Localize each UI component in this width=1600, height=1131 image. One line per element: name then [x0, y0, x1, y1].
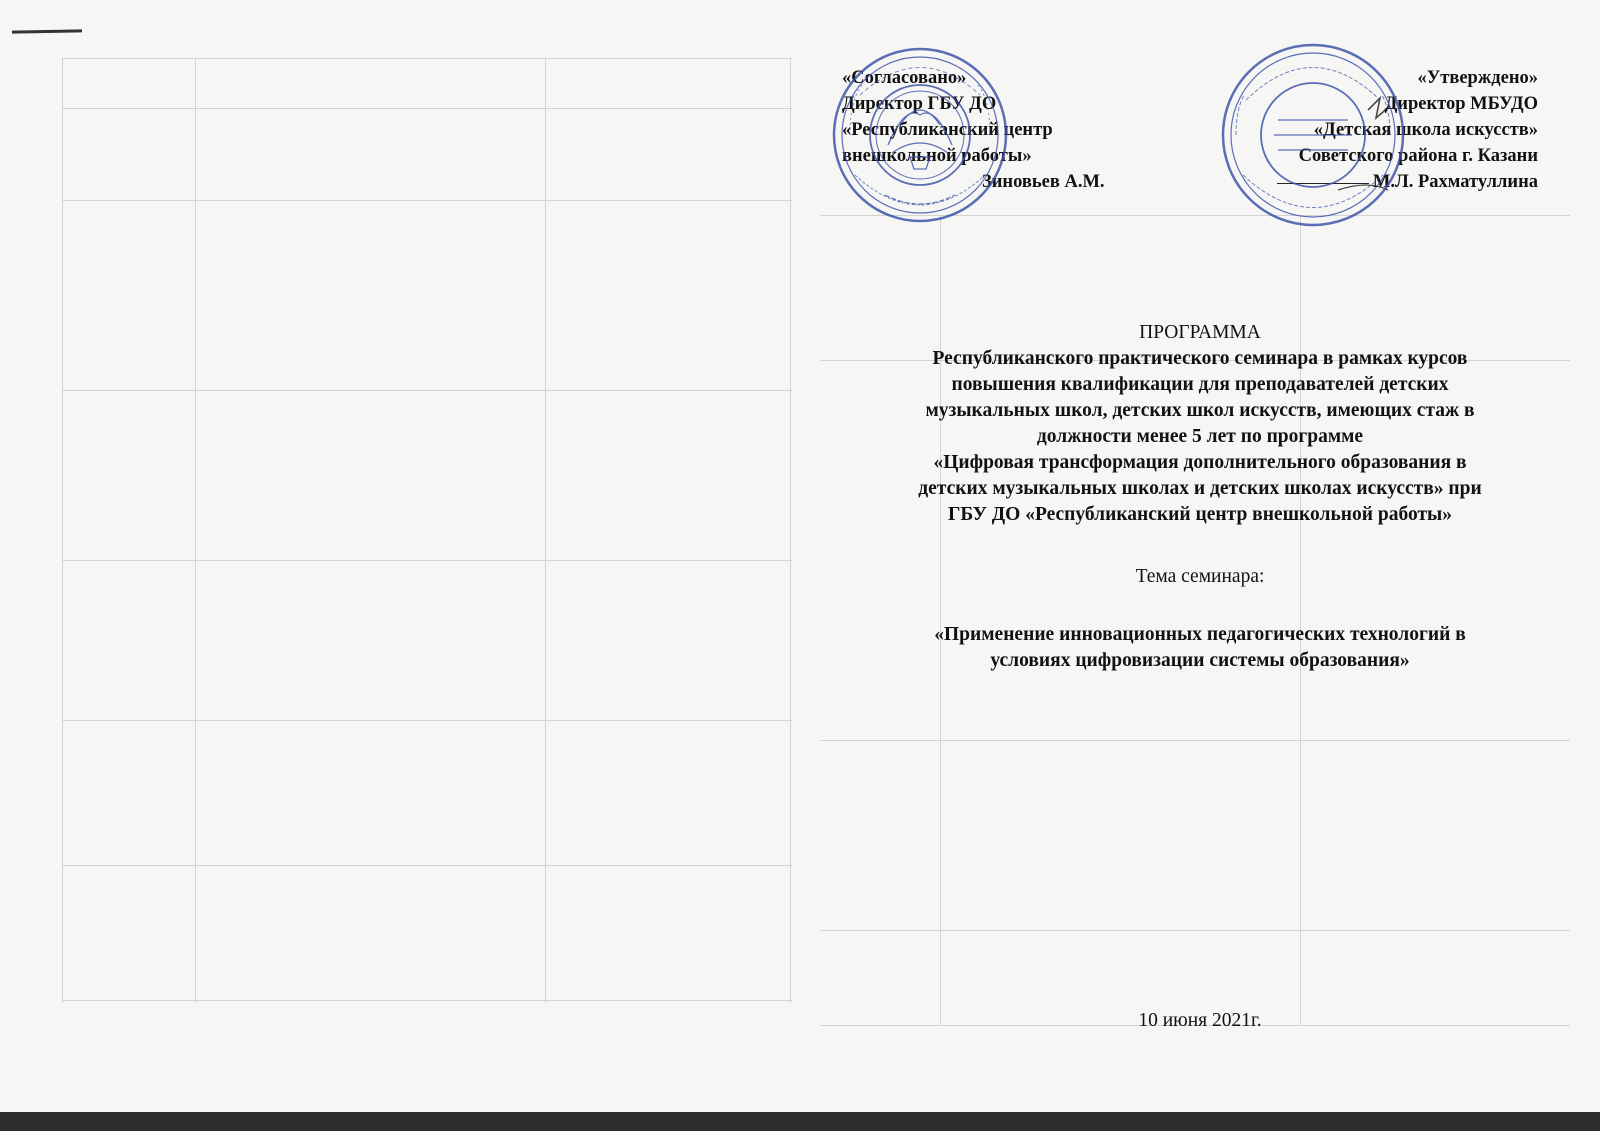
seminar-date: 10 июня 2021г. [1138, 1010, 1262, 1031]
scan-mark [12, 29, 82, 33]
program-title-block [830, 320, 1570, 528]
approval-left-line3: «Республиканский центр [842, 120, 1053, 140]
program-body-line: музыкальных школ, детских школ искусств, имеющих стаж в [925, 400, 1475, 421]
approval-right-line3: «Детская школа искусств» [1313, 120, 1538, 140]
organization-seal-right [1218, 40, 1408, 230]
program-body-line: Республиканского практического семинара в рамках курсов [932, 348, 1468, 369]
scan-bottom-edge [0, 1112, 1600, 1131]
approval-right-line4: Советского района г. Казани [1298, 146, 1538, 166]
program-body-line: детских музыкальных школах и детских школах искусств» при [918, 478, 1482, 499]
seminar-theme-line: «Применение инновационных педагогических технологий в [934, 624, 1466, 645]
approval-left-line2: Директор ГБУ ДО [842, 94, 997, 114]
program-body [830, 346, 1570, 528]
approval-right-signature-name: М.Л. Рахматуллина [1372, 172, 1538, 192]
organization-seal-left [830, 45, 1010, 225]
theme-label: Тема семинара: [1135, 566, 1265, 587]
program-body-line: ГБУ ДО «Республиканский центр внешкольной работы» [947, 504, 1453, 525]
approval-left-line1: «Согласовано» [842, 68, 967, 88]
program-body-line: «Цифровая трансформация дополнительного образования в [933, 452, 1467, 473]
program-heading: ПРОГРАММА [1139, 322, 1261, 343]
approval-left-signature-name: Зиновьев А.М. [982, 172, 1105, 192]
seminar-theme-line: условиях цифровизации системы образования» [990, 650, 1410, 671]
program-body-line: должности менее 5 лет по программе [1036, 426, 1364, 447]
approval-right-line1: «Утверждено» [1417, 68, 1538, 88]
approval-right-line2: Директор МБУДО [1384, 94, 1538, 114]
program-body-line: повышения квалификации для преподавателей детских [951, 374, 1449, 395]
seminar-theme [830, 622, 1570, 674]
approval-left-line4: внешкольной работы» [842, 146, 1032, 166]
